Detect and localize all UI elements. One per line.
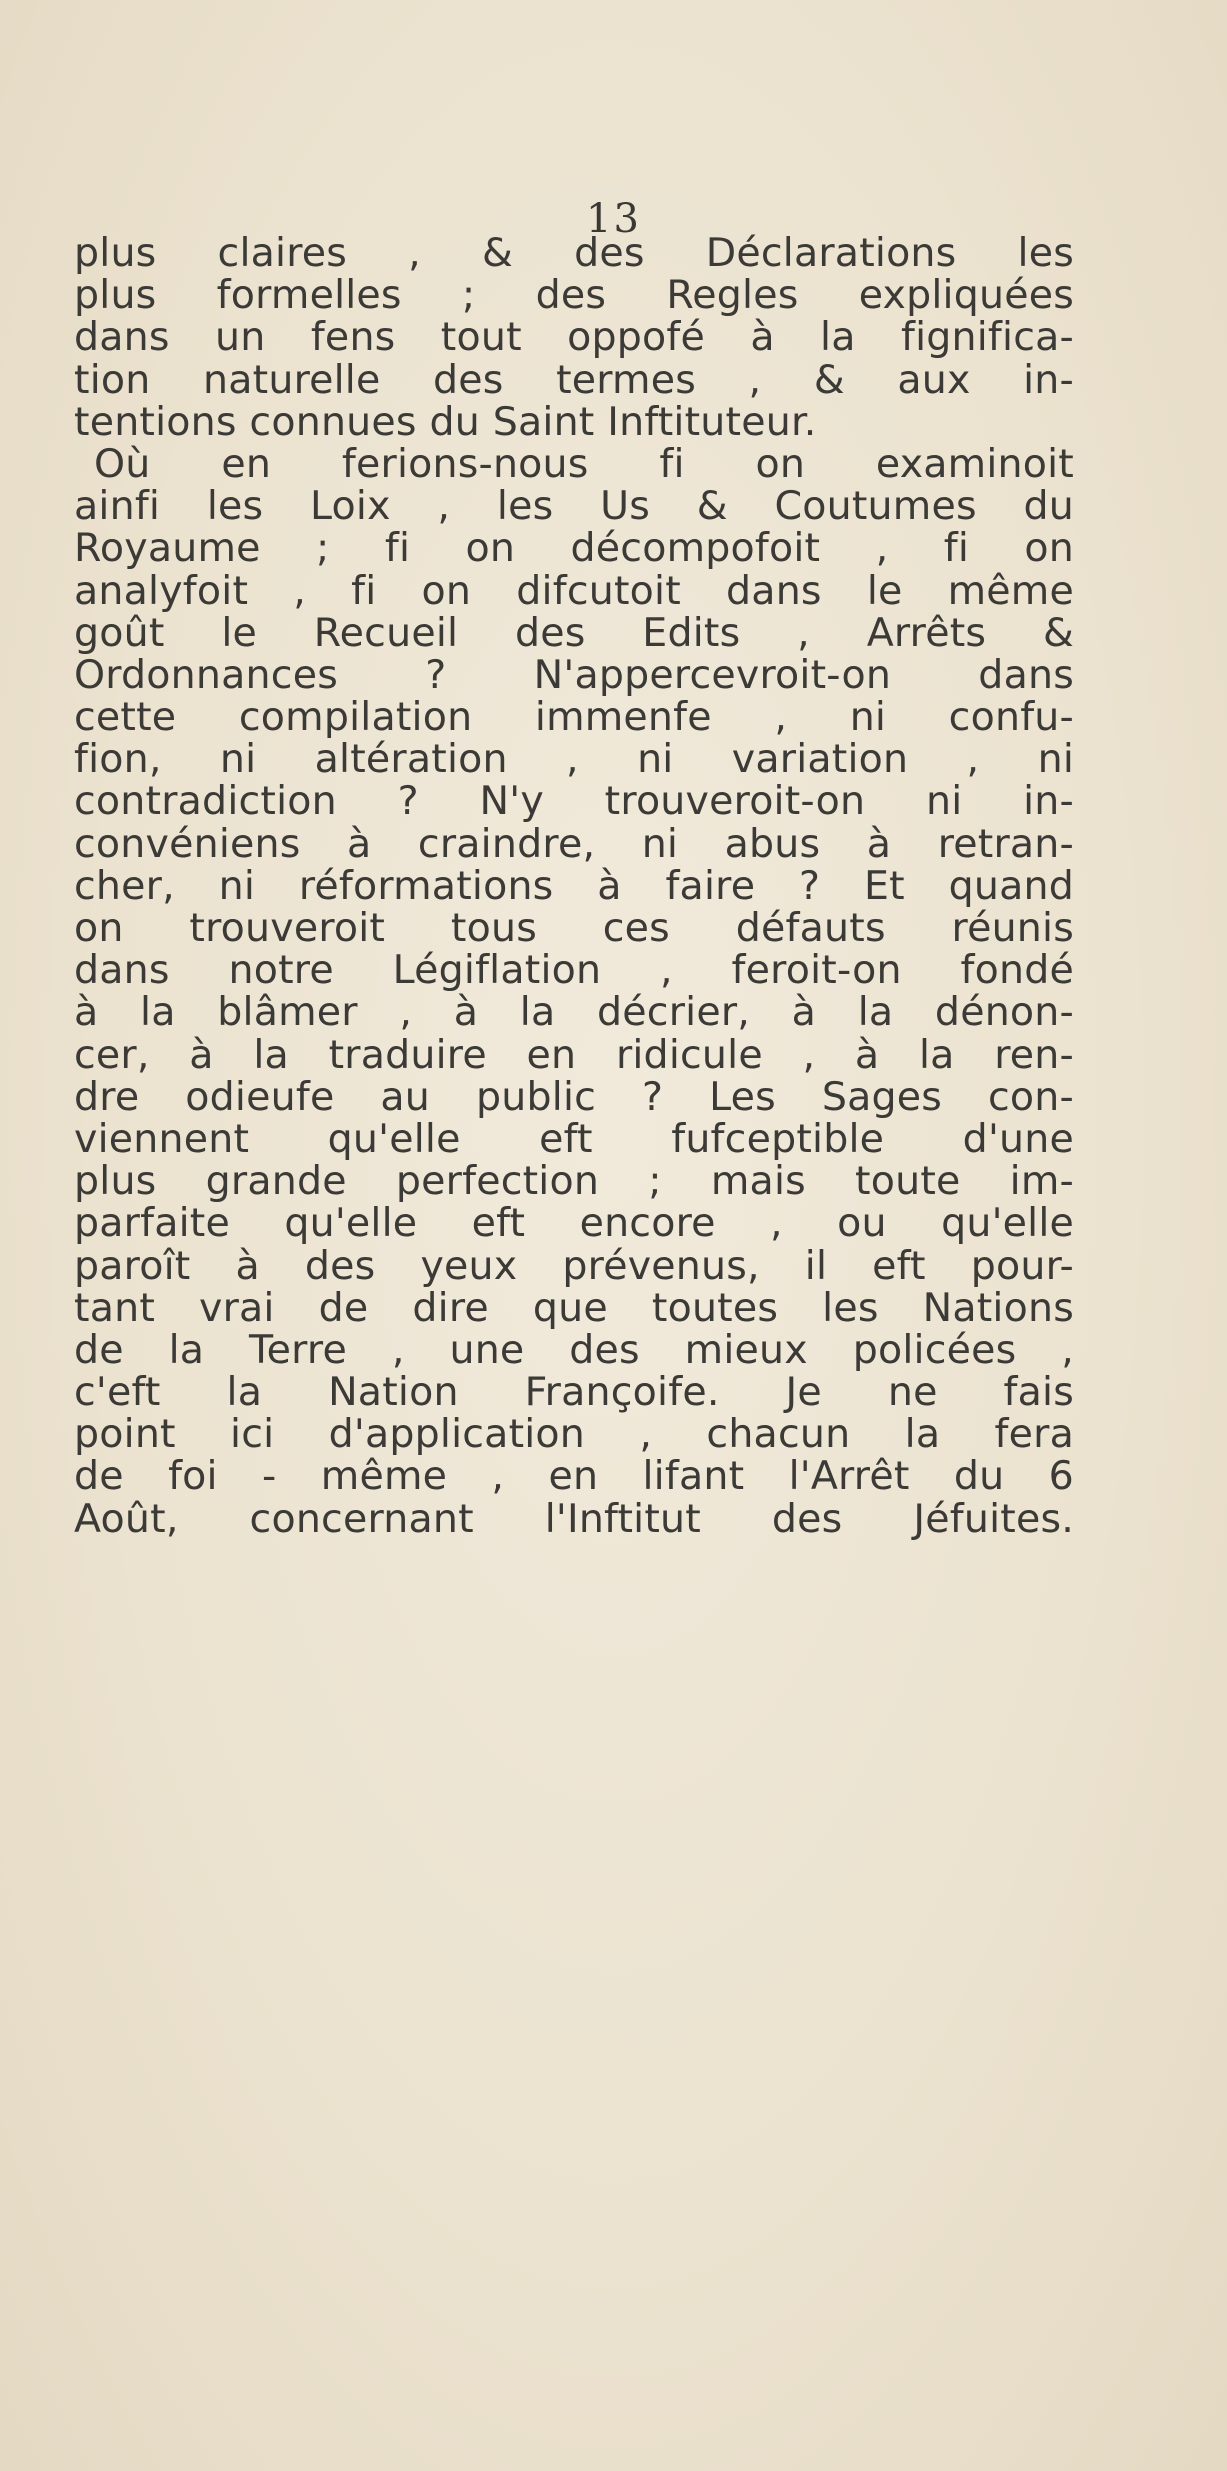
- text-line: analyfoit , fi on difcutoit dans le même: [74, 567, 1074, 614]
- text-line: tentions connues du Saint Inftituteur.: [74, 398, 817, 445]
- text-line: paroît à des yeux prévenus, il eft pour-: [74, 1242, 1074, 1289]
- text-line: ainfi les Loix , les Us & Coutumes du: [74, 483, 1074, 530]
- text-line: dans notre Légiflation , feroit-on fondé: [74, 947, 1074, 994]
- text-line: on trouveroit tous ces défauts réunis: [74, 905, 1074, 951]
- body-text: [74, 232, 1074, 1540]
- text-line: Ordonnances ? N'appercevroit-on dans: [74, 651, 1074, 698]
- text-line: plus grande perfection ; mais toute im-: [74, 1158, 1074, 1205]
- text-line: viennent qu'elle eft fufceptible d'une: [74, 1115, 1074, 1162]
- text-line: goût le Recueil des Edits , Arrêts &: [74, 609, 1074, 656]
- text-line: cette compilation immenfe , ni confu-: [74, 694, 1074, 741]
- text-line: Royaume ; fi on décompofoit , fi on: [74, 525, 1074, 572]
- text-line: contradiction ? N'y trouveroit-on ni in-: [74, 778, 1074, 825]
- text-line: de foi - même , en lifant l'Arrêt du 6: [74, 1453, 1074, 1500]
- text-line: plus claires , & des Déclarations les: [74, 230, 1074, 276]
- text-line: parfaite qu'elle eft encore , ou qu'elle: [74, 1200, 1074, 1247]
- text-line: plus formelles ; des Regles expliquées: [74, 272, 1074, 319]
- page-number: 13: [586, 196, 641, 242]
- text-line: dans un fens tout oppofé à la fignifica-: [74, 314, 1074, 361]
- text-line: à la blâmer , à la décrier, à la dénon-: [74, 989, 1074, 1036]
- text-line: fion, ni altération , ni variation , ni: [74, 736, 1074, 783]
- text-line: de la Terre , une des mieux policées ,: [74, 1326, 1074, 1373]
- text-line: cher, ni réformations à faire ? Et quand: [74, 862, 1074, 909]
- text-line: Où en ferions-nous fi on examinoit: [94, 440, 1074, 487]
- text-line: tant vrai de dire que toutes les Nations: [74, 1284, 1074, 1331]
- text-line: c'eft la Nation Françoife. Je ne fais: [74, 1369, 1074, 1416]
- text-line: dre odieufe au public ? Les Sages con-: [74, 1073, 1074, 1120]
- text-line: tion naturelle des termes , & aux in-: [74, 356, 1074, 403]
- text-line: cer, à la traduire en ridicule , à la ren-: [74, 1031, 1074, 1078]
- text-line: point ici d'application , chacun la fera: [74, 1411, 1074, 1458]
- text-line: Août, concernant l'Inftitut des Jéfuites.: [74, 1495, 1074, 1542]
- text-line: convéniens à craindre, ni abus à retran-: [74, 820, 1074, 867]
